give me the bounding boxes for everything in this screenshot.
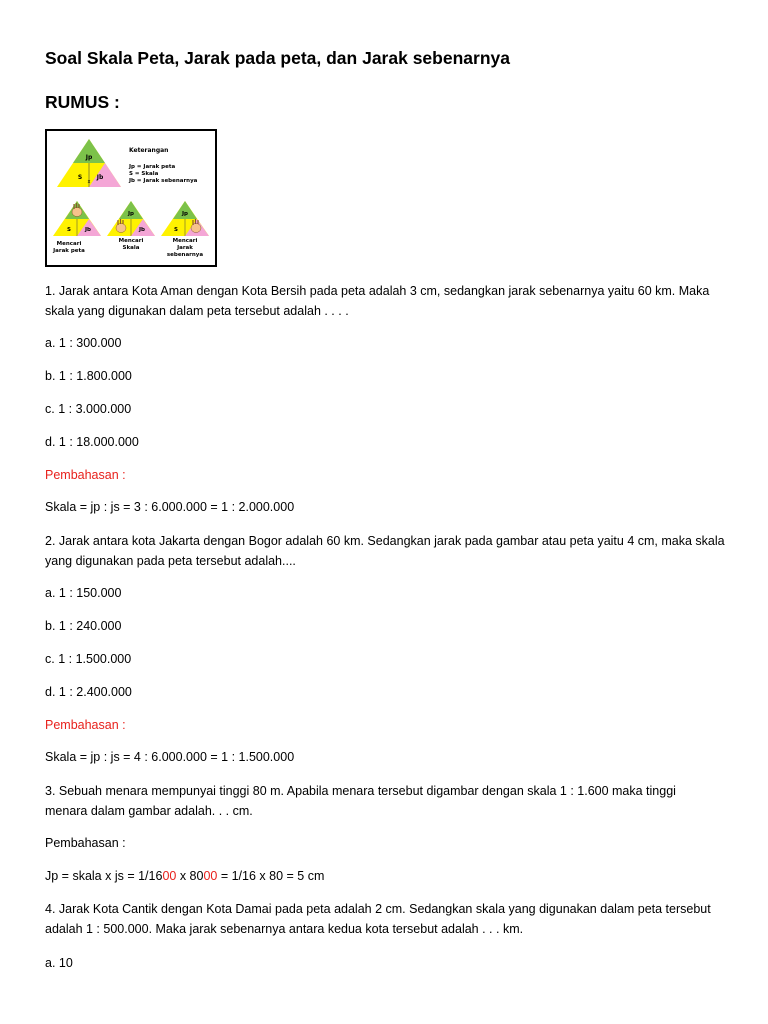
formula-diagram-image [45, 129, 217, 267]
label-jp: Jp [128, 211, 134, 217]
formula-cancelled-zeros: 00 [203, 869, 218, 883]
formula-part: x 80 [176, 869, 204, 883]
answer-option: d. 1 : 2.400.000 [45, 685, 132, 699]
pembahasan-text: Skala = jp : js = 4 : 6.000.000 = 1 : 1.500.000 [45, 750, 295, 764]
answer-option: a. 1 : 300.000 [45, 336, 122, 350]
pembahasan-label: Pembahasan : [45, 836, 126, 850]
answer-option: c. 1 : 1.500.000 [45, 652, 132, 666]
caption: Mencari [118, 238, 144, 244]
question-1-text: skala yang digunakan dalam peta tersebut adalah . . . . [45, 304, 349, 318]
question-4-text: 4. Jarak Kota Cantik dengan Kota Damai pada peta adalah 2 cm. Sedangkan skala yang digunakan dalam peta tersebut [45, 902, 711, 916]
formula-part: Jp = skala x js = 1/16 [45, 869, 163, 883]
answer-option: b. 1 : 240.000 [45, 619, 122, 633]
answer-option: d. 1 : 18.000.000 [45, 435, 139, 449]
caption: sebenarnya [166, 252, 204, 258]
caption: Jarak [177, 245, 193, 251]
keterangan-line: S = Skala [129, 171, 159, 177]
page-title: Soal Skala Peta, Jarak pada peta, dan Jarak sebenarnya [45, 48, 510, 68]
rumus-heading: RUMUS : [45, 92, 120, 112]
keterangan-line: Jb = Jarak sebenarnya [129, 178, 198, 184]
label-jp: Jp [182, 211, 188, 217]
label-jb: Jb [96, 174, 104, 181]
answer-option: b. 1 : 1.800.000 [45, 369, 132, 383]
caption: Skala [122, 245, 140, 251]
answer-option: a. 1 : 150.000 [45, 586, 122, 600]
pembahasan-label: Pembahasan : [45, 718, 126, 732]
caption: Mencari [56, 241, 82, 247]
label-jp: Jp [85, 154, 93, 161]
pembahasan-formula [45, 867, 735, 887]
label-s: S [67, 227, 71, 233]
label-s: S [174, 227, 178, 233]
label-jb: Jb [139, 227, 145, 233]
pembahasan-label: Pembahasan : [45, 468, 126, 482]
caption: Jarak peta [53, 248, 85, 254]
keterangan-title: Keterangan [129, 147, 169, 154]
question-1-text: 1. Jarak antara Kota Aman dengan Kota Bersih pada peta adalah 3 cm, sedangkan jarak sebenarnya yaitu 60 km. Maka [45, 284, 710, 298]
label-s: S [77, 174, 83, 181]
answer-option: c. 1 : 3.000.000 [45, 402, 132, 416]
pembahasan-text: Skala = jp : js = 3 : 6.000.000 = 1 : 2.000.000 [45, 500, 295, 514]
label-jb: Jb [85, 227, 91, 233]
formula-part: = 1/16 x 80 = 5 cm [217, 869, 325, 883]
caption: Mencari [172, 238, 198, 244]
answer-option: a. 10 [45, 956, 73, 970]
question-2-text: yang digunakan pada peta tersebut adalah.... [45, 554, 296, 568]
formula-cancelled-zeros: 00 [162, 869, 177, 883]
keterangan-line: Jp = Jarak peta [129, 164, 176, 170]
question-3-text: menara dalam gambar adalah. . . cm. [45, 804, 253, 818]
label-x: x [87, 179, 91, 185]
question-2-text: 2. Jarak antara kota Jakarta dengan Bogor adalah 60 km. Sedangkan jarak pada gambar atau peta yaitu 4 cm, maka skala [45, 534, 725, 548]
question-4-text: adalah 1 : 500.000. Maka jarak sebenarnya antara kedua kota tersebut adalah . . . km. [45, 922, 524, 936]
question-3-text: 3. Sebuah menara mempunyai tinggi 80 m. Apabila menara tersebut digambar dengan skala 1 : 1.600 maka tinggi [45, 784, 676, 798]
